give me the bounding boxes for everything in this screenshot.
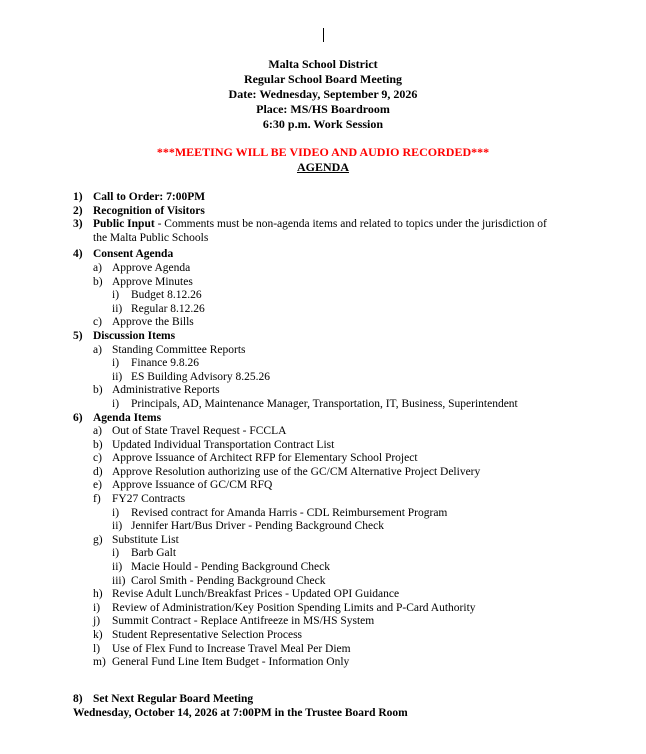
list-item: a) Out of State Travel Request - FCCLA [93, 425, 287, 438]
list-item: ii) Macie Hould - Pending Background Check [112, 561, 330, 574]
recording-notice: ***MEETING WILL BE VIDEO AND AUDIO RECORDED*** [156, 145, 490, 159]
next-meeting-detail: Wednesday, October 14, 2026 at 7:00PM in the Trustee Board Room [73, 707, 408, 719]
agenda-item-2: 2) Recognition of Visitors [73, 204, 205, 217]
agenda-title: AGENDA [296, 160, 349, 174]
list-item: d) Approve Resolution authorizing use of the GC/CM Alternative Project Delivery [93, 465, 481, 478]
list-item: i) Principals, AD, Maintenance Manager, Transportation, IT, Business, Superintendent [112, 397, 518, 410]
list-item: j) Summit Contract - Replace Antifreeze in MS/HS System [93, 615, 375, 628]
document-header [0, 57, 646, 132]
text-cursor [323, 28, 324, 42]
list-item: h) Revise Adult Lunch/Breakfast Prices - Updated OPI Guidance [93, 588, 400, 601]
agenda-item-3: 3) Public Input - Comments must be non-agenda items and related to topics under the jurisdiction of [73, 218, 547, 231]
list-item: i) Barb Galt [112, 547, 177, 560]
agenda-item-8: 8) Set Next Regular Board Meeting [73, 693, 254, 705]
list-item: g) Substitute List [93, 533, 179, 546]
list-item: b) Updated Individual Transportation Contract List [93, 438, 335, 451]
meeting-place: Place: MS/HS Boardroom [256, 102, 390, 116]
list-item: i) Revised contract for Amanda Harris - CDL Reimbursement Program [112, 506, 448, 519]
list-item: ii) ES Building Advisory 8.25.26 [112, 370, 270, 383]
list-item: e) Approve Issuance of GC/CM RFQ [93, 479, 273, 492]
list-item: c) Approve the Bills [93, 316, 194, 329]
list-item: ii) Regular 8.12.26 [112, 302, 205, 315]
list-item: m) General Fund Line Item Budget - Information Only [93, 656, 350, 669]
agenda-item-1: 1) Call to Order: 7:00PM [73, 191, 206, 203]
list-item: b) Approve Minutes [93, 275, 193, 288]
list-item: b) Administrative Reports [93, 384, 220, 397]
meeting-date: Date: Wednesday, September 9, 2026 [228, 87, 418, 101]
meeting-title: Regular School Board Meeting [243, 72, 403, 86]
district-name: Malta School District [268, 57, 378, 71]
list-item: i) Budget 8.12.26 [112, 289, 202, 302]
list-item: ii) Jennifer Hart/Bus Driver - Pending Background Check [112, 520, 384, 533]
recording-notice-block [0, 145, 646, 175]
agenda-item-6: 6) Agenda Items [73, 411, 162, 424]
work-session: 6:30 p.m. Work Session [262, 117, 384, 131]
list-item: c) Approve Issuance of Architect RFP for Elementary School Project [93, 452, 418, 465]
list-item: a) Standing Committee Reports [93, 343, 246, 356]
list-item: f) FY27 Contracts [93, 493, 186, 506]
agenda-item-4: 4) Consent Agenda [73, 248, 174, 261]
agenda-list [73, 191, 633, 670]
list-item: a) Approve Agenda [93, 261, 191, 274]
list-item: i) Finance 9.8.26 [112, 357, 200, 370]
next-meeting-title: Set Next Regular Board Meeting [93, 693, 254, 705]
public-input-title: Public Input [93, 218, 155, 231]
public-input-desc: - Comments must be non-agenda items and related to topics under the jurisdiction of [154, 218, 547, 231]
list-item: iii) Carol Smith - Pending Background Check [112, 574, 326, 587]
next-meeting-block [73, 692, 408, 720]
agenda-item-3-cont: the Malta Public Schools [93, 231, 209, 244]
list-item: k) Student Representative Selection Process [93, 629, 303, 641]
agenda-item-5: 5) Discussion Items [73, 329, 176, 342]
list-item: i) Review of Administration/Key Position Spending Limits and P-Card Authority [93, 601, 476, 614]
list-item: l) Use of Flex Fund to Increase Travel Meal Per Diem [93, 642, 351, 655]
